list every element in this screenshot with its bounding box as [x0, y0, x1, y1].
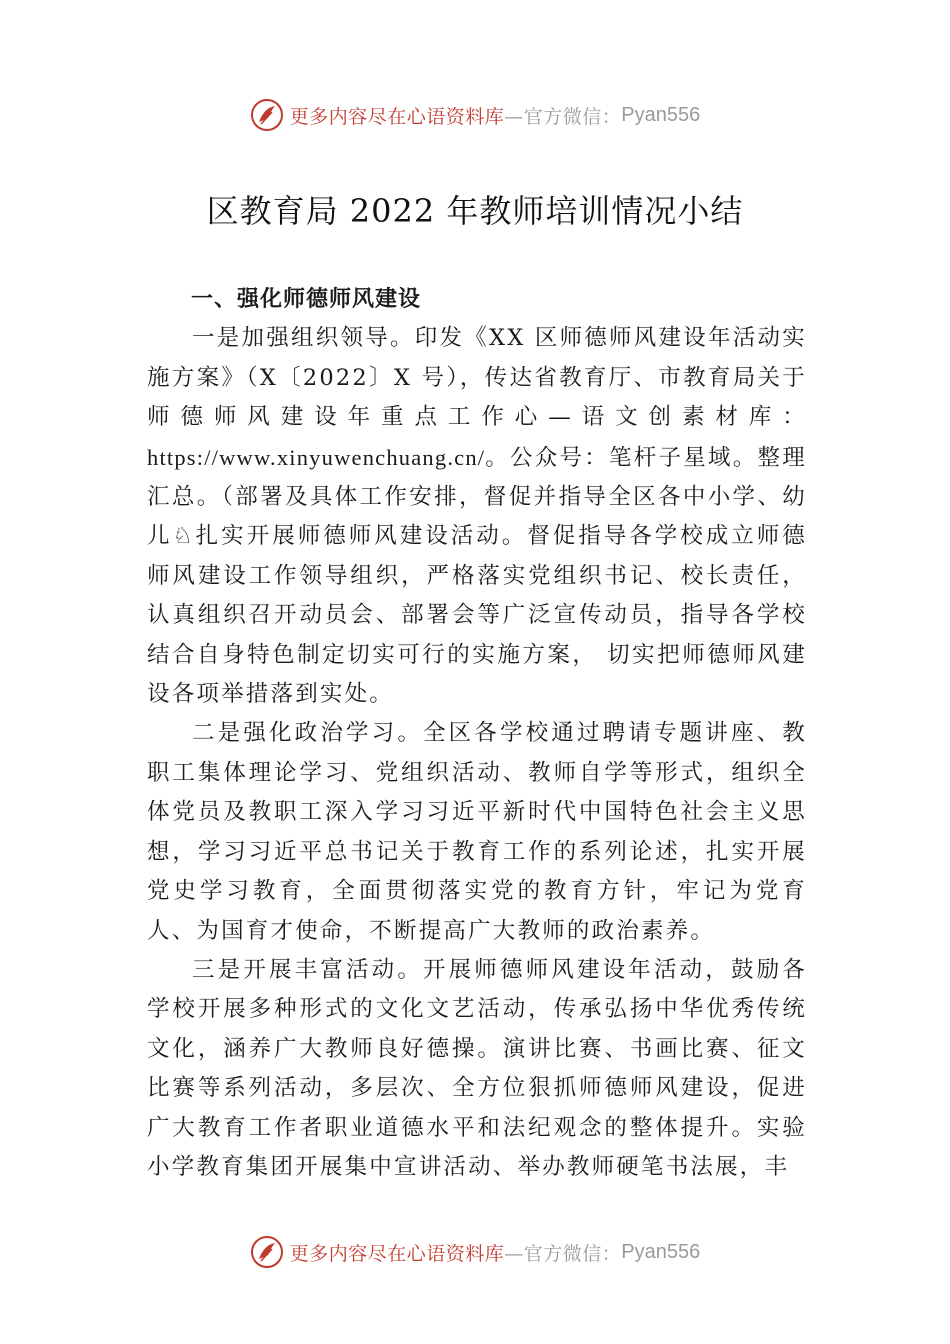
banner-dash-text: —官方微信： [504, 105, 622, 128]
section-heading: 一、强化师德师风建设 [191, 287, 422, 312]
brush-logo-icon [250, 98, 284, 132]
paragraph-1-tail: 。公众号：笔杆子星域。整理汇总。（部署及具体工作安排，督促并指导全区各中小学、幼儿♘扎实开展师德师风建设活动。督促指导各学校成立师德师风建设工作领导组织，严格落实党组织书记、校长责任，认真组织召开动员会、部署会等广泛宣传动员，指导各学校结合自身特色制定切实可行的实施方案， 切实把师德师风建设各项举措落到实处。 [147, 444, 807, 708]
paragraph-1 [147, 319, 807, 714]
footer-banner [0, 1232, 950, 1272]
resource-url: https://www.xinyuwenchuang.cn/ [147, 444, 486, 470]
paragraph-2: 二是强化政治学习。全区各学校通过聘请专题讲座、教职工集体理论学习、党组织活动、教师自学等形式，组织全体党员及教职工深入学习习近平新时代中国特色社会主义思想，学习习近平总书记关于教育工作的系列论述，扎实开展党史学习教育，全面贯彻落实党的教育方针，牢记为党育人、为国育才使命，不断提高广大教师的政治素养。 [147, 720, 807, 944]
brush-logo-icon [250, 1235, 284, 1269]
banner-red-text: 更多内容尽在心语资料库 [289, 105, 505, 128]
paragraph-3: 三是开展丰富活动。开展师德师风建设年活动，鼓励各学校开展多种形式的文化文艺活动，传承弘扬中华优秀传统文化，涵养广大教师良好德操。演讲比赛、书画比赛、征文比赛等系列活动，多层次、全方位狠抓师德师风建设，促进广大教育工作者职业道德水平和法纪观念的整体提升。实验小学教育集团开展集中宣讲活动、举办教师硬笔书法展，丰 [147, 956, 807, 1180]
banner-handle: Pyan556 [621, 1240, 701, 1263]
document-title: 区教育局 2022 年教师培训情况小结 [206, 192, 744, 230]
banner-handle: Pyan556 [621, 103, 701, 126]
document-body [147, 280, 807, 1187]
banner-red-text: 更多内容尽在心语资料库 [289, 1242, 505, 1265]
banner-dash-text: —官方微信： [504, 1242, 622, 1265]
paragraph-1-lead: 一是加强组织领导。印发《XX 区师德师风建设年活动实施方案》（X〔2022〕X 号），传达省教育厅、市教育局关于师德师风建设年重点工作心—语文创素材库： [147, 325, 807, 431]
header-banner [0, 95, 950, 135]
